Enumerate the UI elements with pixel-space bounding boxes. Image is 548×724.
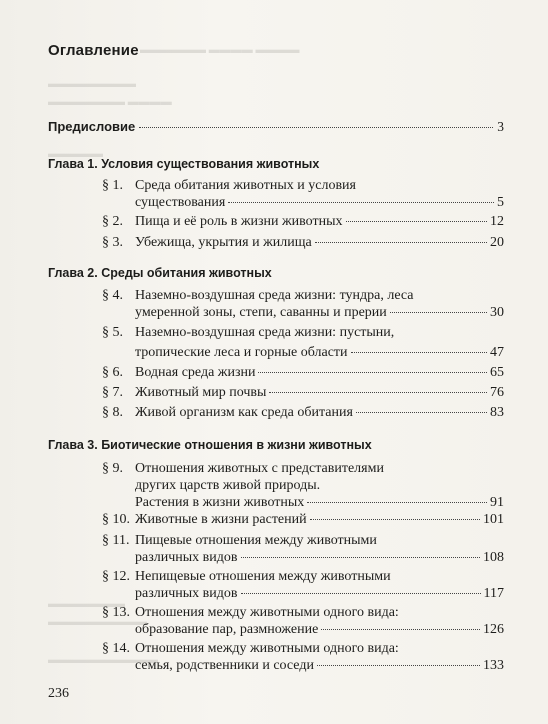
- toc-entry[interactable]: [102, 213, 504, 230]
- toc-entry[interactable]: [102, 404, 504, 421]
- section-title-line: Отношения между животными одного вида:: [135, 641, 399, 656]
- section-number: § 7.: [102, 385, 123, 400]
- section-number: § 10.: [102, 512, 130, 527]
- preface-page: 3: [497, 119, 504, 134]
- section-title-line: Растения в жизни животных: [135, 495, 305, 510]
- section-title-line: Отношения животных с представителями: [135, 461, 384, 476]
- section-page: 117: [483, 586, 504, 601]
- section-title-line: различных видов: [135, 586, 238, 601]
- section-title-line: Животный мир почвы: [135, 385, 267, 400]
- bleed-through-text: ▬▬▬▬▬▬▬▬: [48, 78, 136, 90]
- section-page: 5: [497, 195, 504, 210]
- section-page: 83: [490, 405, 504, 420]
- section-number: § 9.: [102, 461, 123, 476]
- page-number: 236: [48, 686, 69, 701]
- toc-entry[interactable]: [102, 460, 504, 511]
- bleed-through-text: ▬▬▬▬▬▬▬▬▬▬: [48, 654, 158, 666]
- section-title-line: Непищевые отношения между животными: [135, 569, 391, 584]
- section-page: 108: [483, 550, 504, 565]
- section-page: 12: [490, 214, 504, 229]
- section-number: § 12.: [102, 569, 130, 584]
- section-title-line: Наземно-воздушная среда жизни: тундра, леса: [135, 288, 414, 303]
- bleed-through-text: ▬▬▬▬▬▬ ▬▬▬▬ ▬▬▬▬: [140, 44, 300, 56]
- section-title-line: Живой организм как среда обитания: [135, 405, 353, 420]
- toc-entry[interactable]: [102, 568, 504, 602]
- bleed-through-text: ▬▬▬▬▬: [48, 148, 103, 160]
- section-title-line: тропические леса и горные области: [135, 345, 348, 360]
- section-title-line: образование пар, размножение: [135, 622, 319, 637]
- section-title-line: семья, родственники и соседи: [135, 658, 314, 673]
- section-number: § 4.: [102, 288, 123, 303]
- toc-entry[interactable]: [102, 511, 504, 528]
- chapter-heading-3[interactable]: Глава 3. Биотические отношения в жизни животных: [48, 438, 372, 452]
- toc-entry[interactable]: [102, 234, 504, 251]
- bleed-through-text: ▬▬▬▬▬▬▬: [48, 598, 125, 610]
- toc-entry[interactable]: [102, 384, 504, 401]
- section-title-line: Среда обитания животных и условия: [135, 178, 356, 193]
- chapter-heading-1[interactable]: Глава 1. Условия существования животных: [48, 157, 320, 171]
- toc-entry[interactable]: [102, 177, 504, 211]
- toc-entry-preface[interactable]: [48, 119, 504, 135]
- section-number: § 5.: [102, 325, 123, 340]
- dot-leader: [258, 372, 487, 373]
- section-title-line: других царств живой природы.: [135, 478, 321, 493]
- dot-leader: [241, 593, 481, 594]
- section-title-line: умеренной зоны, степи, саванны и прерии: [135, 305, 387, 320]
- section-title-line: существования: [135, 195, 226, 210]
- chapter-heading-2[interactable]: Глава 2. Среды обитания животных: [48, 266, 272, 280]
- bleed-through-text: ▬▬▬▬▬▬▬ ▬▬▬▬: [48, 96, 172, 108]
- toc-entry[interactable]: [102, 364, 504, 381]
- section-page: 133: [483, 658, 504, 673]
- dot-leader: [315, 242, 487, 243]
- page-title: Оглавление: [48, 42, 139, 59]
- toc-entry[interactable]: [102, 604, 504, 638]
- toc-entry[interactable]: [102, 640, 504, 674]
- section-page: 91: [490, 495, 504, 510]
- dot-leader: [139, 127, 493, 128]
- section-page: 101: [483, 512, 504, 527]
- preface-label: Предисловие: [48, 119, 136, 134]
- section-number: § 2.: [102, 214, 123, 229]
- dot-leader: [351, 352, 487, 353]
- section-page: 76: [490, 385, 504, 400]
- section-title-line: Убежища, укрытия и жилища: [135, 235, 312, 250]
- dot-leader: [356, 412, 487, 413]
- section-number: § 14.: [102, 641, 130, 656]
- dot-leader: [241, 557, 481, 558]
- section-number: § 1.: [102, 178, 123, 193]
- dot-leader: [346, 221, 487, 222]
- section-number: § 8.: [102, 405, 123, 420]
- section-number: § 11.: [102, 533, 130, 548]
- dot-leader: [390, 312, 487, 313]
- dot-leader: [317, 665, 480, 666]
- section-title-line: Животные в жизни растений: [135, 512, 307, 527]
- section-title-line: различных видов: [135, 550, 238, 565]
- dot-leader: [228, 202, 494, 203]
- section-number: § 3.: [102, 235, 123, 250]
- section-page: 126: [483, 622, 504, 637]
- section-page: 20: [490, 235, 504, 250]
- toc-entry[interactable]: [102, 323, 504, 363]
- section-title-line: Водная среда жизни: [135, 365, 256, 380]
- section-number: § 6.: [102, 365, 123, 380]
- dot-leader: [321, 629, 480, 630]
- section-page: 65: [490, 365, 504, 380]
- dot-leader: [307, 502, 487, 503]
- bleed-through-text: ▬▬▬▬▬▬▬▬▬: [48, 616, 147, 628]
- section-title-line: Пищевые отношения между животными: [135, 533, 377, 548]
- section-title-line: Отношения между животными одного вида:: [135, 605, 399, 620]
- dot-leader: [269, 392, 487, 393]
- section-title-line: Пища и её роль в жизни животных: [135, 214, 343, 229]
- section-page: 30: [490, 305, 504, 320]
- section-page: 47: [490, 345, 504, 360]
- section-number: § 13.: [102, 605, 130, 620]
- toc-entry[interactable]: [102, 287, 504, 321]
- dot-leader: [310, 519, 480, 520]
- section-title-line: Наземно-воздушная среда жизни: пустыни,: [135, 325, 395, 340]
- toc-entry[interactable]: [102, 532, 504, 566]
